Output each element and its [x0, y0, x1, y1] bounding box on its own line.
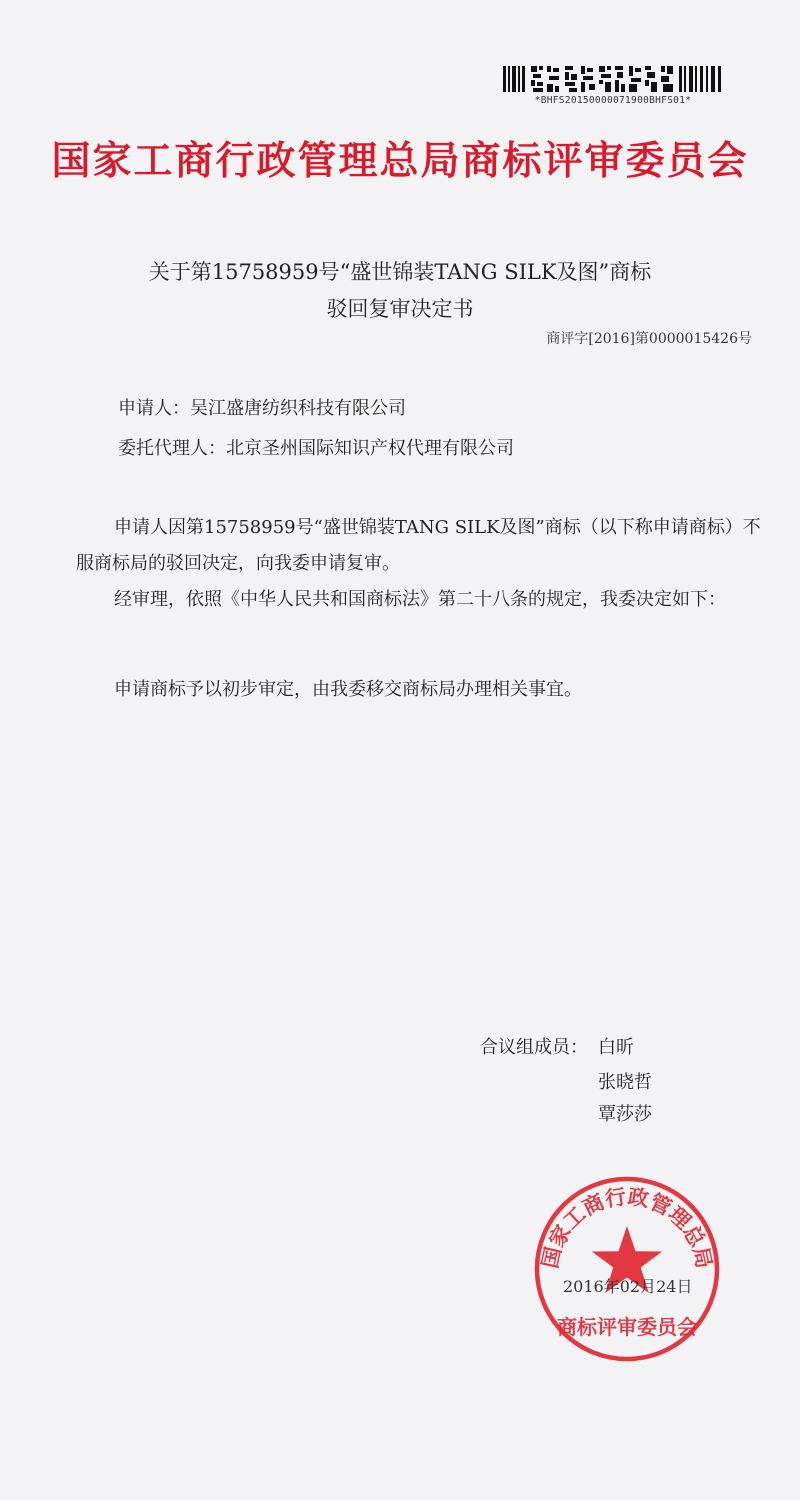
- body-paragraph-1: 申请人因第15758959号“盛世锦装TANG SILK及图”商标（以下称申请商标）不服商标局的驳回决定，向我委申请复审。: [76, 517, 761, 574]
- barcode-icon: [503, 64, 725, 94]
- seal-lower-text: 商标评审委员会: [557, 1315, 697, 1339]
- panel-member-3: 覃莎莎: [598, 1104, 652, 1125]
- document-number: 商评字[2016]第0000015426号: [546, 331, 752, 347]
- barcode-text: *BHFS20150000071900BHFS01*: [534, 95, 692, 106]
- body-paragraph-3: 申请商标予以初步审定，由我委移交商标局办理相关事宜。: [114, 679, 582, 700]
- organization-title: 国家工商行政管理总局商标评审委员会: [51, 139, 749, 184]
- seal-upper-text: 国家工商行政管理总局: [537, 1184, 717, 1271]
- panel-label: 合议组成员：: [480, 1037, 588, 1058]
- applicant-line: 申请人：吴江盛唐纺织科技有限公司: [118, 398, 406, 419]
- panel-member-1: 白昕: [598, 1037, 634, 1058]
- document-title-line2: 驳回复审决定书: [326, 297, 474, 321]
- panel-member-2: 张晓哲: [598, 1072, 652, 1093]
- decision-date: 2016年02月24日: [563, 1277, 693, 1296]
- document-title: [0, 254, 800, 328]
- document-title-line1: 关于第15758959号“盛世锦装TANG SILK及图”商标: [148, 260, 652, 284]
- official-seal: [532, 1174, 722, 1364]
- body-paragraph-2: 经审理，依照《中华人民共和国商标法》第二十八条的规定，我委决定如下：: [114, 589, 726, 610]
- agent-line: 委托代理人：北京圣州国际知识产权代理有限公司: [118, 438, 514, 459]
